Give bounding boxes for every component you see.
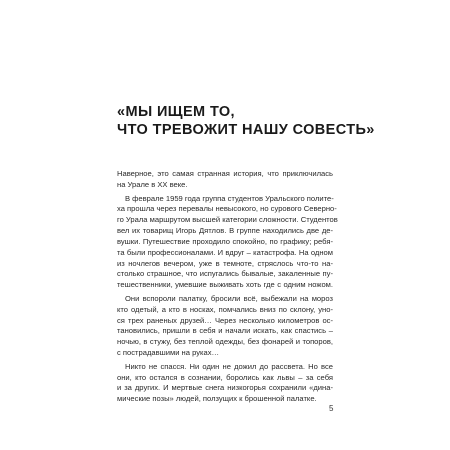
- text-line: ся трех раненых друзей… Через несколько километров ос-: [117, 315, 333, 325]
- text-line: Наверное, это самая странная история, что приключилась: [117, 169, 333, 178]
- text-line: вушки. Путешествие проходило спокойно, по графику; ребя-: [117, 236, 333, 246]
- text-line: на Урале в XX веке.: [117, 179, 188, 189]
- text-line: с пострадавшими на руках…: [117, 348, 220, 357]
- text-line: го Урала маршрутом высшей категории сложности. Студентов: [117, 215, 338, 225]
- text-line: вел их товарищ Игорь Дятлов. В группе находились две де-: [117, 226, 333, 236]
- body-text: [117, 169, 338, 405]
- text-line: и за других. И мертвые снега низкогорья сохранили «дина-: [117, 383, 333, 393]
- text-line: мические позы» людей, ползущих к брошенной палатке.: [117, 394, 317, 404]
- chapter-title-line-1: «МЫ ИЩЕМ ТО,: [117, 104, 235, 120]
- text-line: ха прошла через перевалы невысокого, но сурового Северно-: [117, 204, 337, 214]
- paragraph-3: [117, 294, 333, 359]
- paragraph-1: [117, 169, 333, 191]
- paragraph-2: [117, 193, 338, 291]
- chapter-title-line-2: ЧТО ТРЕВОЖИТ НАШУ СОВЕСТЬ»: [117, 122, 375, 138]
- text-line: из ночлегов вечером, уже в темноте, стряслось что-то на-: [117, 258, 333, 268]
- page-number: 5: [329, 404, 334, 413]
- text-line: тановились, пришли в себя и начали искать, как спастись –: [117, 326, 333, 336]
- text-line: В феврале 1959 года группа студентов Уральского полите-: [125, 193, 334, 203]
- text-line: ночью, в стужу, без теплой одежды, без фонарей и топоров,: [117, 337, 333, 347]
- text-line: кто одетый, а кто в носках, помчались вниз по склону, уно-: [117, 304, 333, 314]
- chapter-title: [117, 103, 377, 139]
- text-line: тешественники, умевшие выживать хоть где с одним ножом.: [117, 280, 333, 290]
- text-line: Никто не спасся. Ни один не дожил до рассвета. Но все: [125, 361, 333, 371]
- text-line: они, кто остался в сознании, боролись как львы – за себя: [117, 372, 333, 382]
- text-line: та были профессионалами. И вдруг – катастрофа. На одном: [117, 247, 333, 257]
- text-line: столько страшное, что испугались бывалые, закаленные пу-: [117, 269, 333, 279]
- paragraph-4: [117, 362, 333, 405]
- text-line: Они вспороли палатку, бросили всё, выбежали на мороз: [125, 293, 333, 303]
